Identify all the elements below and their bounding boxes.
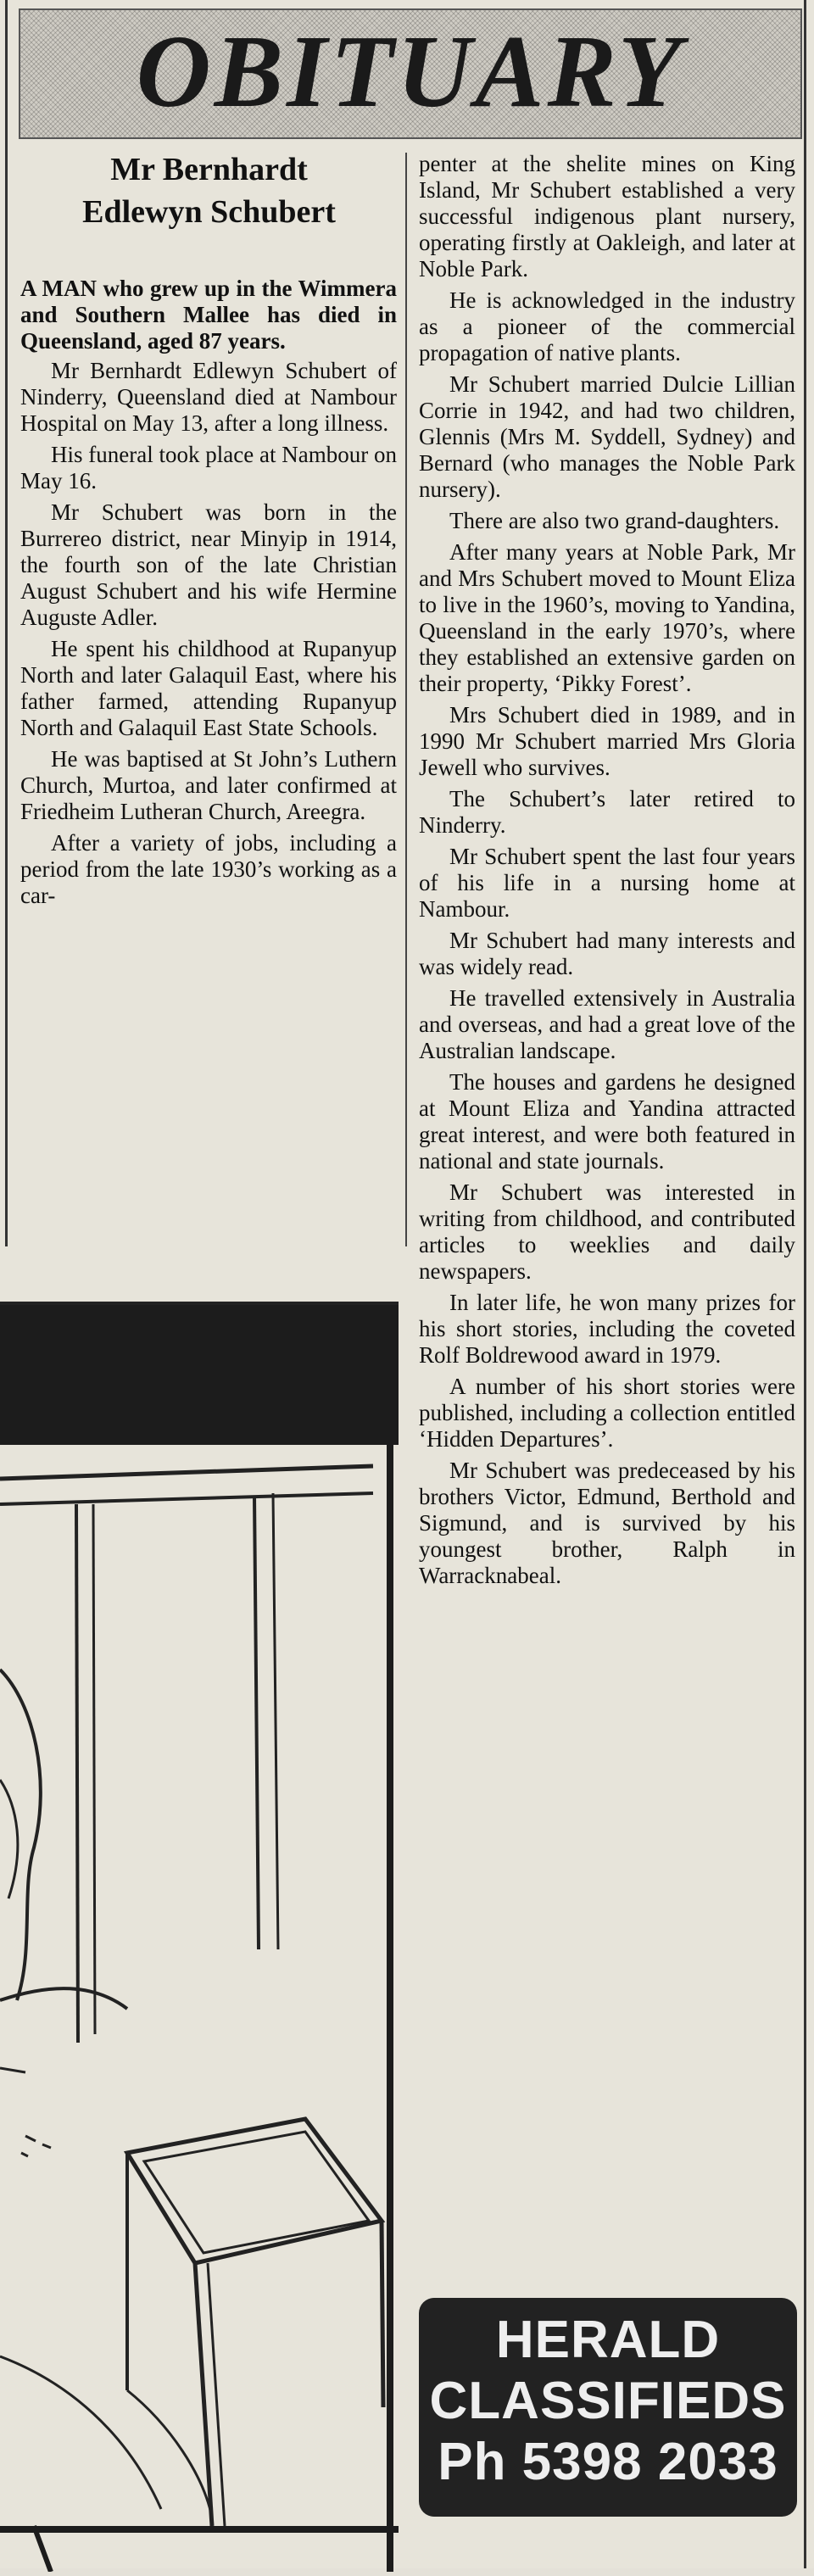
article-paragraph: Mr Schubert spent the last four years of his life in a nursing home at Nambour. (419, 844, 795, 922)
article-paragraph: He travelled extensively in Australia and overseas, and had a great love of the Australian landscape. (419, 985, 795, 1063)
obituary-banner (19, 8, 802, 139)
ad-phone-number: Ph 5398 2033 (438, 2433, 778, 2491)
ad-line-herald: HERALD (495, 2311, 721, 2369)
herald-classifieds-ad (419, 2298, 797, 2517)
column-rule-left (5, 0, 8, 1246)
article-paragraph: After a variety of jobs, including a period from the late 1930’s working as a car- (20, 830, 397, 908)
column-divider (405, 153, 407, 1246)
article-column-left (20, 276, 397, 914)
article-paragraph: The Schubert’s later retired to Ninderry. (419, 786, 795, 838)
banner-title: OBITUARY (136, 14, 685, 129)
article-paragraph: He spent his childhood at Rupanyup North and later Galaquil East, where his father farmed, attending Rupanyup North and Galaquil East State Schools. (20, 636, 397, 740)
article-paragraph: In later life, he won many prizes for his short stories, including the coveted Rolf Boldrewood award in 1979. (419, 1290, 795, 1368)
article-paragraph: Mr Schubert was predeceased by his brothers Victor, Edmund, Berthold and Sigmund, and is survived by his youngest brother, Ralph in Warracknabeal. (419, 1458, 795, 1588)
article-paragraph: He is acknowledged in the industry as a pioneer of the commercial propagation of native plants. (419, 287, 795, 365)
article-paragraph: Mr Schubert married Dulcie Lillian Corrie in 1942, and had two children, Glennis (Mrs M. Syddell, Sydney) and Bernard (who manages the Noble Park nursery). (419, 371, 795, 502)
article-paragraph: The houses and gardens he designed at Mount Eliza and Yandina attracted great interest, and were both featured in national and state journals. (419, 1069, 795, 1174)
neighboring-ad-illustration (0, 1302, 399, 2572)
article-paragraph: Mr Bernhardt Edlewyn Schubert of Ninderry, Queensland died at Nambour Hospital on May 13, after a long illness. (20, 358, 397, 436)
article-paragraph: Mr Schubert had many interests and was widely read. (419, 928, 795, 979)
article-paragraph: After many years at Noble Park, Mr and Mrs Schubert moved to Mount Eliza to live in the 1960’s, moving to Yandina, Queensland in the early 1970’s, where they established an extensive garden on their property, ‘Pikky Forest’. (419, 539, 795, 696)
article-paragraph: There are also two grand-daughters. (449, 508, 780, 533)
article-paragraph: He was baptised at St John’s Luthern Church, Murtoa, and later confirmed at Friedheim Lutheran Church, Areegra. (20, 746, 397, 824)
article-paragraph: Mr Schubert was born in the Burrereo district, near Minyip in 1914, the fourth son of the late Christian August Schubert and his wife Hermine Auguste Adler. (20, 499, 397, 630)
article-paragraph: His funeral took place at Nambour on May 16. (20, 442, 397, 493)
article-paragraph: Mrs Schubert died in 1989, and in 1990 Mr Schubert married Mrs Gloria Jewell who survives. (419, 702, 795, 780)
article-paragraph-continued: penter at the shelite mines on King Island, Mr Schubert established a very successful indigenous plant nursery, operating firstly at Oakleigh, and later at Noble Park. (419, 151, 795, 282)
article-lead: A MAN who grew up in the Wimmera and Southern Mallee has died in Queensland, aged 87 years. (20, 276, 397, 354)
column-rule-right (804, 0, 806, 2568)
ad-line-classifieds: CLASSIFIEDS (429, 2372, 787, 2430)
article-headline (20, 148, 398, 233)
article-paragraph: Mr Schubert was interested in writing from childhood, and contributed articles to weeklies and daily newspapers. (419, 1179, 795, 1284)
article-column-right (419, 151, 795, 1594)
headline-line-2: Edlewyn Schubert (82, 194, 336, 230)
headline-line-1: Mr Bernhardt (110, 152, 308, 187)
article-paragraph: A number of his short stories were published, including a collection entitled ‘Hidden Departures’. (419, 1374, 795, 1452)
